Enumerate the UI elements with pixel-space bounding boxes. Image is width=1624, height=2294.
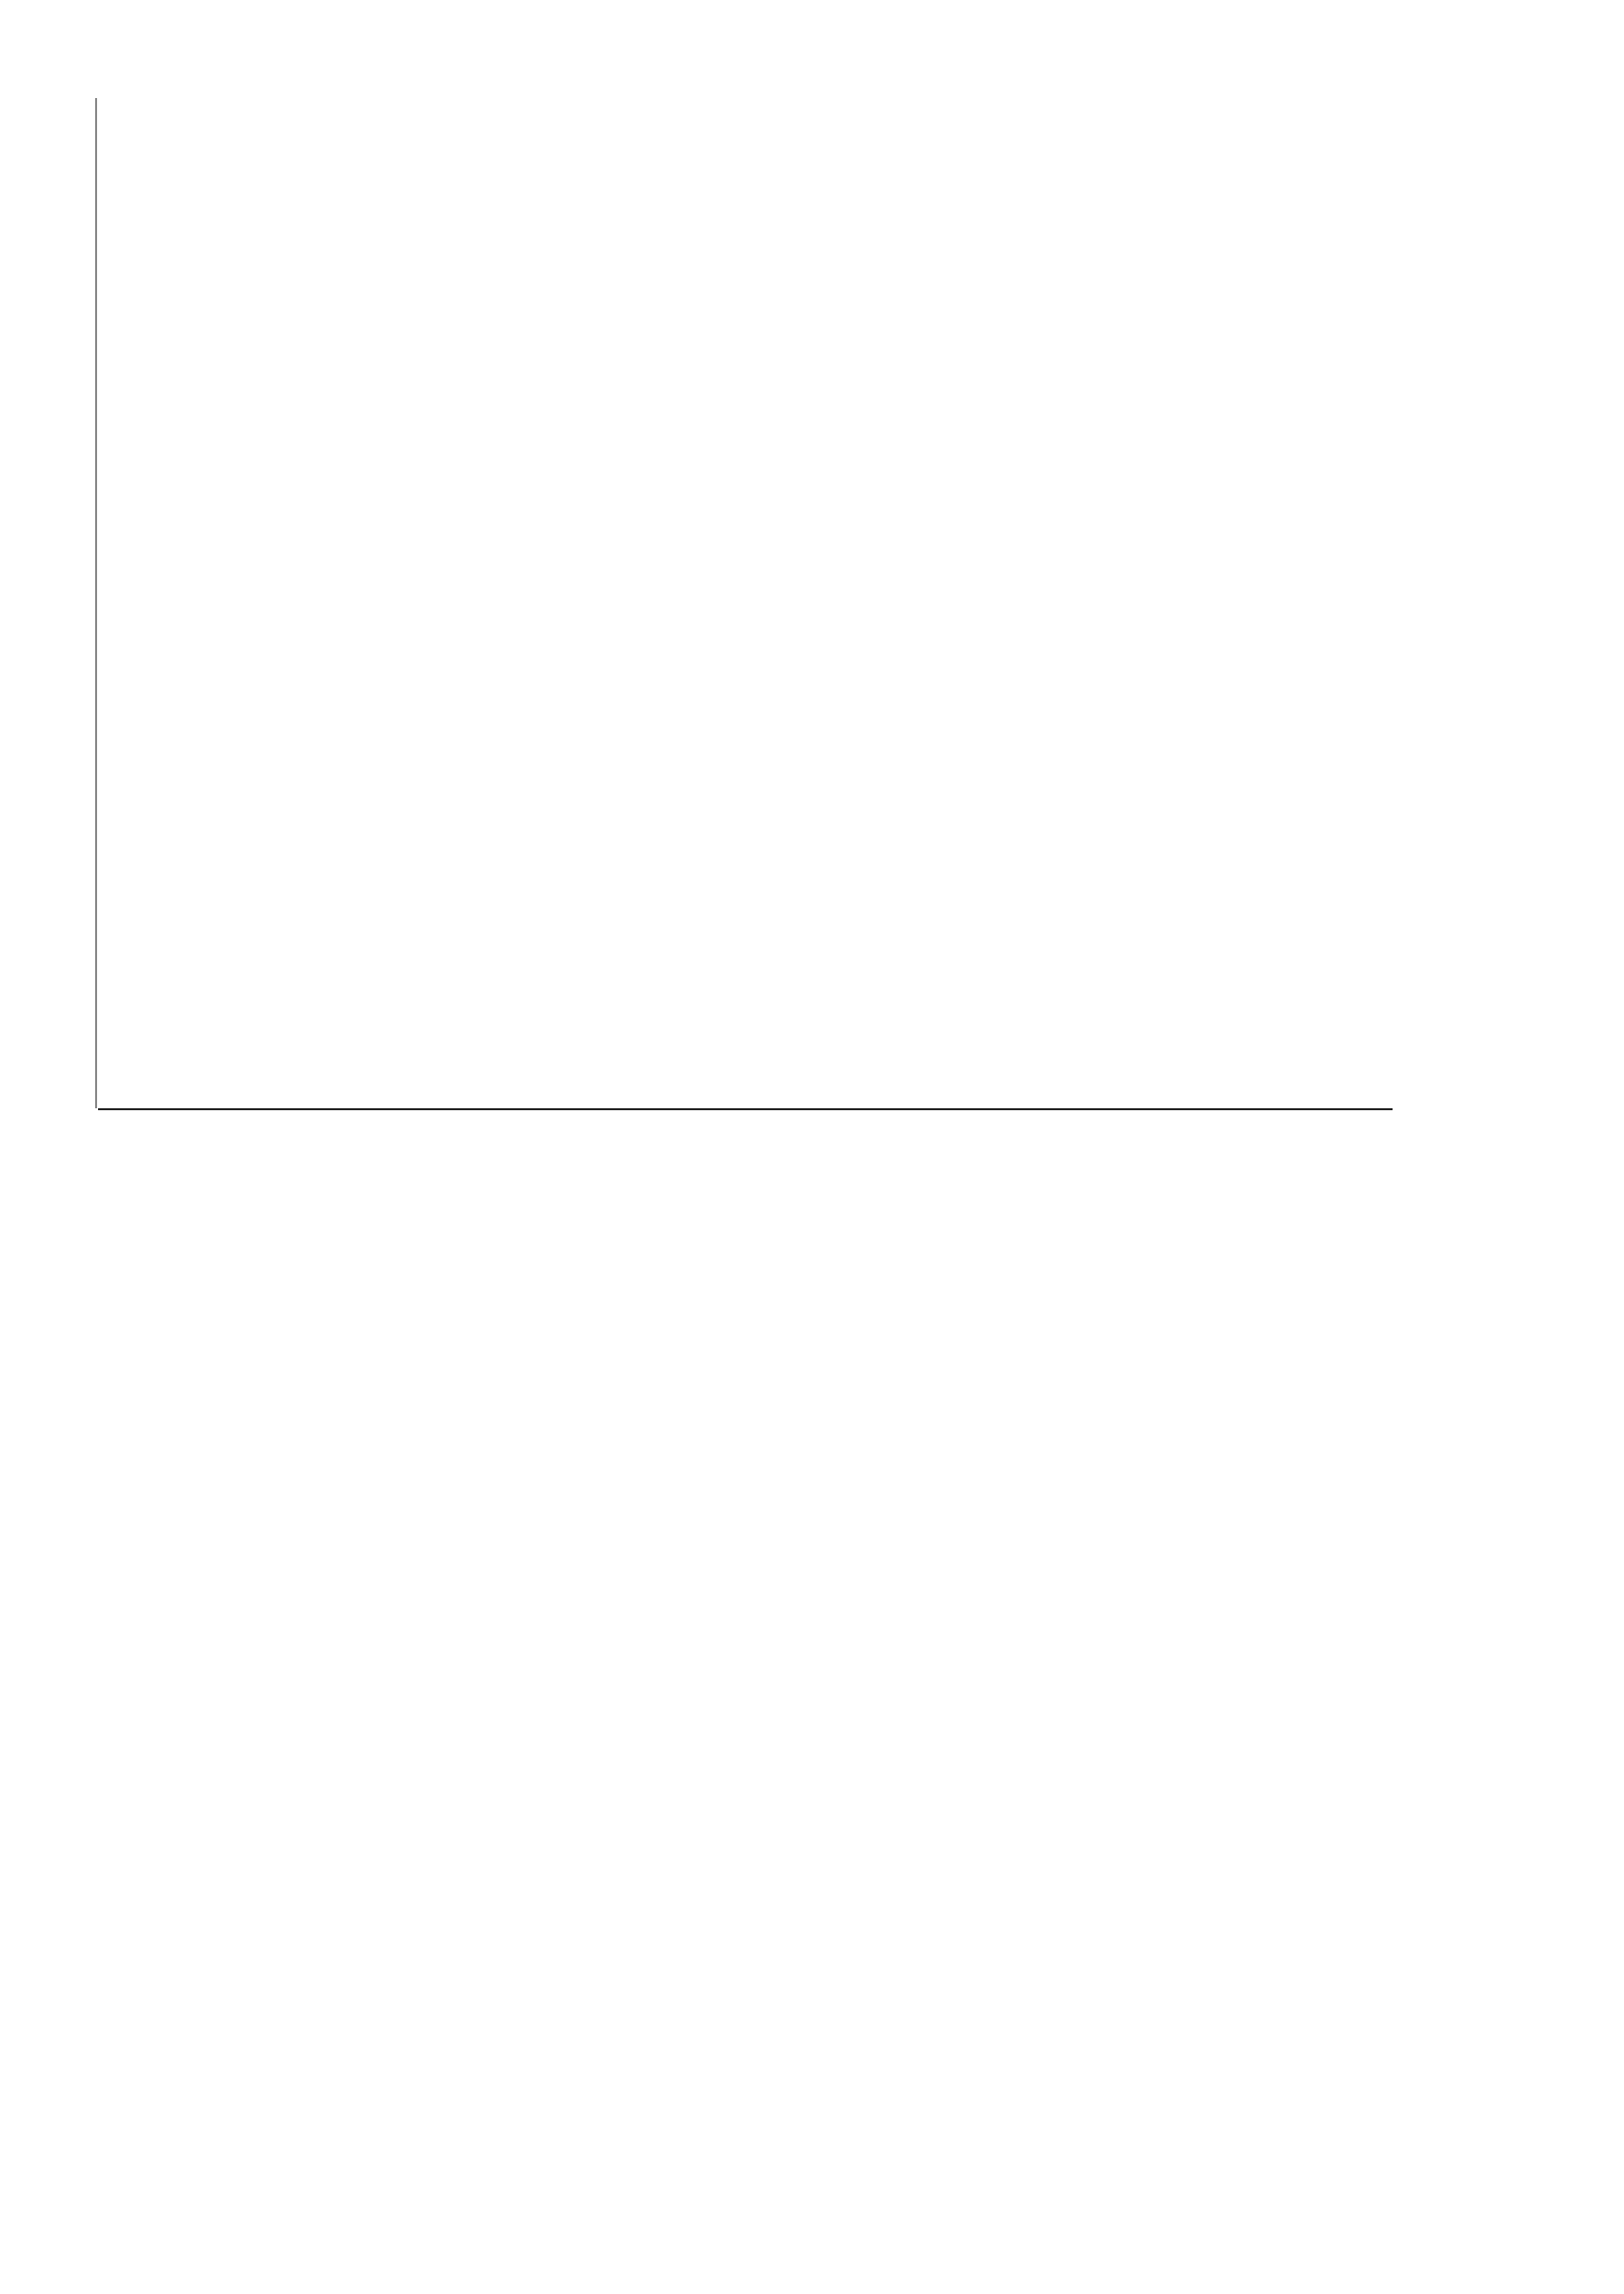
margin-line bbox=[95, 98, 97, 1108]
essay-body-top bbox=[98, 126, 1373, 1106]
section-divider bbox=[98, 1108, 1393, 1110]
essay-body-bottom bbox=[147, 1152, 1373, 2133]
